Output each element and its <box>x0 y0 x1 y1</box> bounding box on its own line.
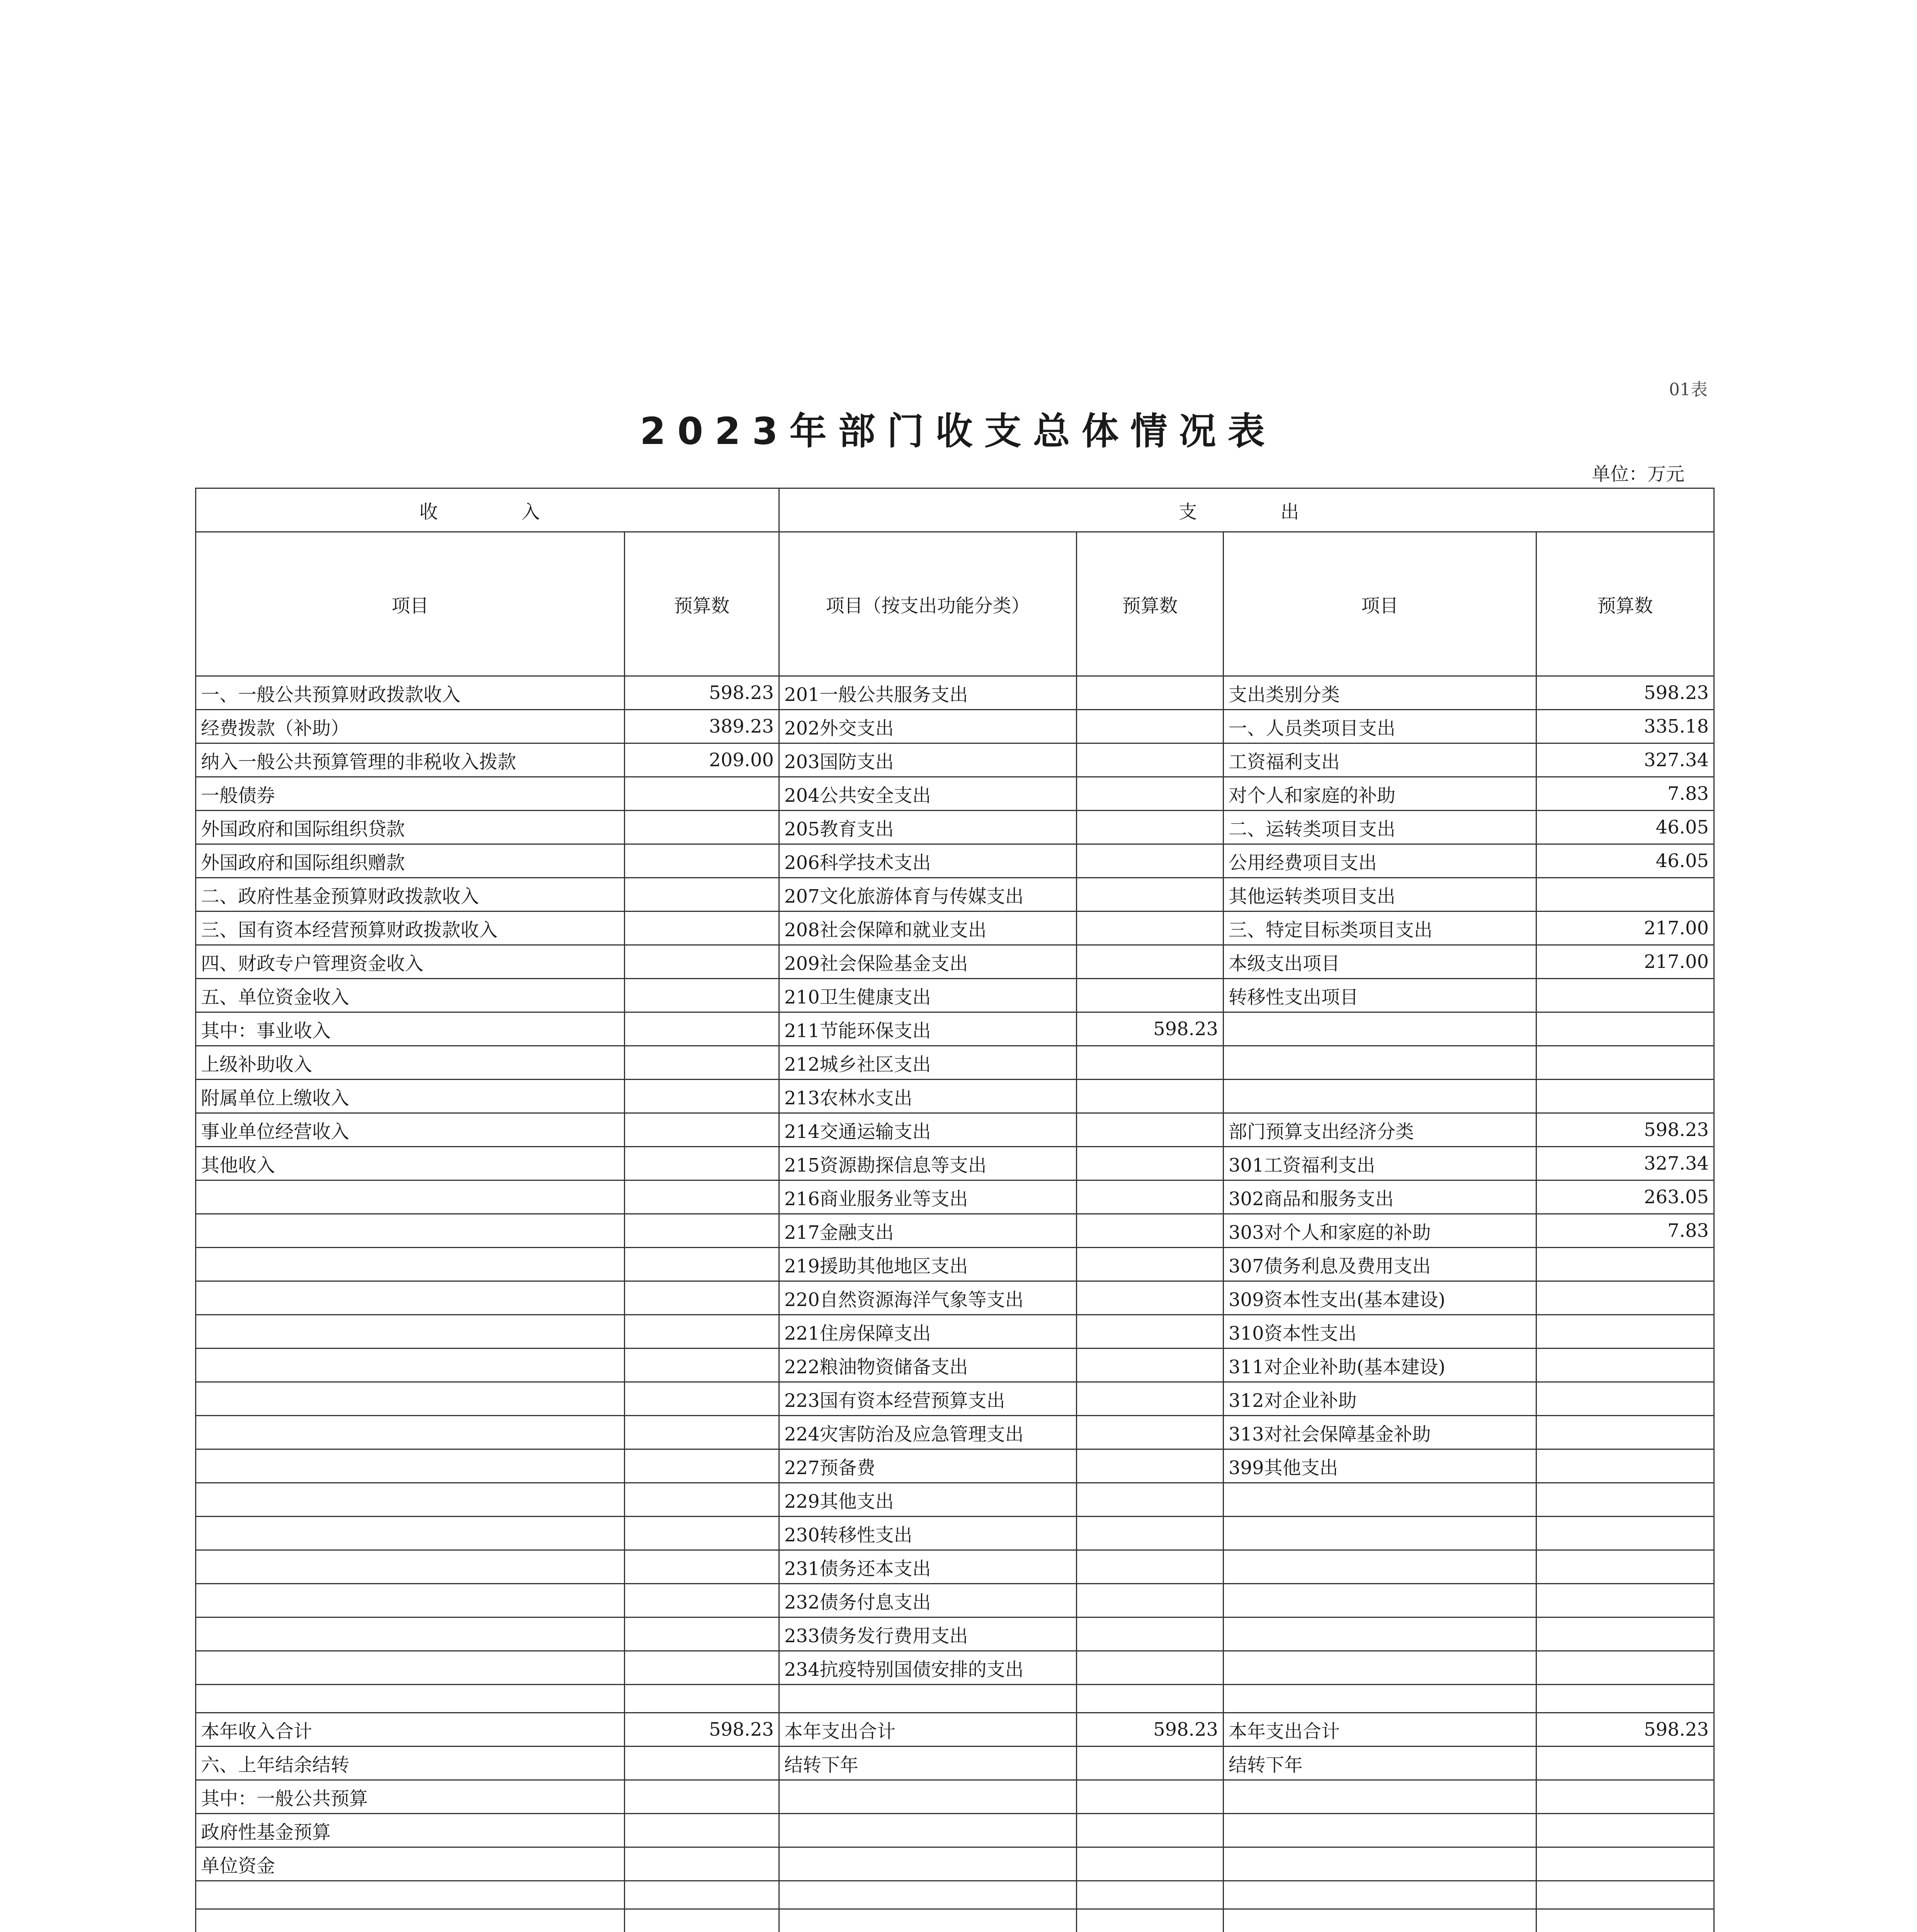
budget-cell <box>1536 1685 1714 1713</box>
item-cell <box>1224 1685 1536 1713</box>
budget-cell <box>625 1550 779 1584</box>
item-cell: 一般债券 <box>196 777 625 811</box>
item-cell: 310资本性支出 <box>1224 1315 1536 1349</box>
item-cell <box>1224 1517 1536 1550</box>
budget-cell <box>1536 1012 1714 1046</box>
item-cell <box>196 1550 625 1584</box>
item-cell <box>1224 1046 1536 1080</box>
budget-cell <box>1077 1416 1224 1449</box>
budget-cell <box>625 1814 779 1847</box>
budget-cell <box>625 1180 779 1214</box>
budget-cell <box>625 1416 779 1449</box>
budget-cell <box>625 1747 779 1780</box>
column-header-item: 项目 <box>196 532 625 676</box>
item-cell: 231债务还本支出 <box>779 1550 1077 1584</box>
budget-cell: 7.83 <box>1536 1214 1714 1248</box>
carry-row <box>196 1814 1714 1847</box>
item-cell <box>779 1685 1077 1713</box>
budget-cell <box>1077 1881 1224 1909</box>
item-cell <box>196 1382 625 1416</box>
item-cell <box>196 1180 625 1214</box>
page-title: 2023年部门收支总体情况表 <box>640 410 1276 453</box>
carry-row <box>196 1847 1714 1881</box>
item-cell <box>196 1416 625 1449</box>
budget-cell <box>1536 1349 1714 1382</box>
item-cell <box>196 1449 625 1483</box>
budget-cell: 598.23 <box>625 1713 779 1747</box>
table-row <box>196 844 1714 878</box>
budget-cell <box>1536 1483 1714 1517</box>
budget-cell <box>1077 710 1224 743</box>
budget-cell <box>1536 1584 1714 1617</box>
budget-cell <box>1077 1180 1224 1214</box>
budget-cell <box>625 1046 779 1080</box>
item-cell: 二、运转类项目支出 <box>1224 811 1536 844</box>
budget-cell: 598.23 <box>1536 1713 1714 1747</box>
budget-cell <box>1536 1651 1714 1685</box>
table-row <box>196 1416 1714 1449</box>
budget-cell <box>1077 1248 1224 1281</box>
item-cell: 其他收入 <box>196 1147 625 1180</box>
item-cell <box>779 1909 1077 1932</box>
item-cell <box>196 1517 625 1550</box>
budget-cell <box>1077 1909 1224 1932</box>
budget-cell <box>1536 1281 1714 1315</box>
table-row <box>196 1080 1714 1113</box>
item-cell <box>1224 1550 1536 1584</box>
item-cell: 上级补助收入 <box>196 1046 625 1080</box>
item-cell: 206科学技术支出 <box>779 844 1077 878</box>
item-cell: 213农林水支出 <box>779 1080 1077 1113</box>
budget-cell: 7.83 <box>1536 777 1714 811</box>
income-section-header: 收 入 <box>196 488 779 532</box>
budget-cell <box>1077 1780 1224 1814</box>
budget-cell <box>1077 1617 1224 1651</box>
item-cell: 外国政府和国际组织贷款 <box>196 811 625 844</box>
budget-cell <box>625 1483 779 1517</box>
table-row <box>196 1382 1714 1416</box>
budget-cell <box>1077 1483 1224 1517</box>
item-cell: 对个人和家庭的补助 <box>1224 777 1536 811</box>
budget-cell: 598.23 <box>625 676 779 710</box>
budget-cell: 389.23 <box>625 710 779 743</box>
budget-cell <box>1077 1814 1224 1847</box>
column-header-budget: 预算数 <box>1536 532 1714 676</box>
item-cell: 302商品和服务支出 <box>1224 1180 1536 1214</box>
item-cell: 外国政府和国际组织赠款 <box>196 844 625 878</box>
item-cell <box>1224 1909 1536 1932</box>
item-cell: 233债务发行费用支出 <box>779 1617 1077 1651</box>
item-cell: 其他运转类项目支出 <box>1224 878 1536 912</box>
item-cell: 六、上年结余结转 <box>196 1747 625 1780</box>
item-cell <box>1224 1080 1536 1113</box>
item-cell <box>196 1909 625 1932</box>
budget-cell <box>1536 878 1714 912</box>
budget-cell <box>625 1080 779 1113</box>
carry-row <box>196 1780 1714 1814</box>
item-cell: 211节能环保支出 <box>779 1012 1077 1046</box>
item-cell: 234抗疫特别国债安排的支出 <box>779 1651 1077 1685</box>
table-row <box>196 1180 1714 1214</box>
column-header-item: 项目 <box>1224 532 1536 676</box>
budget-cell <box>625 1517 779 1550</box>
table-row <box>196 878 1714 912</box>
budget-cell <box>625 912 779 945</box>
budget-cell <box>1077 1651 1224 1685</box>
budget-cell <box>1077 1550 1224 1584</box>
item-cell: 事业单位经营收入 <box>196 1113 625 1147</box>
budget-cell: 263.05 <box>1536 1180 1714 1214</box>
item-cell: 222粮油物资储备支出 <box>779 1349 1077 1382</box>
budget-cell <box>1077 1046 1224 1080</box>
budget-cell <box>1536 1814 1714 1847</box>
item-cell: 221住房保障支出 <box>779 1315 1077 1349</box>
item-cell: 214交通运输支出 <box>779 1113 1077 1147</box>
budget-cell: 327.34 <box>1536 743 1714 777</box>
item-cell: 210卫生健康支出 <box>779 979 1077 1012</box>
budget-cell <box>625 1685 779 1713</box>
item-cell: 220自然资源海洋气象等支出 <box>779 1281 1077 1315</box>
budget-cell <box>1077 912 1224 945</box>
budget-cell <box>625 1382 779 1416</box>
item-cell: 208社会保障和就业支出 <box>779 912 1077 945</box>
budget-cell <box>1536 1248 1714 1281</box>
column-header-budget: 预算数 <box>1077 532 1224 676</box>
budget-cell <box>625 1248 779 1281</box>
item-cell <box>1224 1814 1536 1847</box>
item-cell <box>196 1651 625 1685</box>
item-cell <box>1224 1483 1536 1517</box>
budget-cell <box>1536 1449 1714 1483</box>
budget-cell <box>625 1349 779 1382</box>
item-cell <box>1224 1780 1536 1814</box>
budget-cell: 598.23 <box>1536 676 1714 710</box>
item-cell: 本年收入合计 <box>196 1713 625 1747</box>
budget-cell <box>625 1012 779 1046</box>
budget-cell: 598.23 <box>1536 1113 1714 1147</box>
spacer-row <box>196 1881 1714 1909</box>
table-row <box>196 1517 1714 1550</box>
budget-cell: 598.23 <box>1077 1713 1224 1747</box>
budget-cell <box>1077 777 1224 811</box>
item-cell: 311对企业补助(基本建设) <box>1224 1349 1536 1382</box>
item-cell: 204公共安全支出 <box>779 777 1077 811</box>
table-row <box>196 811 1714 844</box>
budget-cell <box>1536 1747 1714 1780</box>
budget-cell <box>625 1909 779 1932</box>
item-cell: 工资福利支出 <box>1224 743 1536 777</box>
item-cell <box>779 1847 1077 1881</box>
item-cell: 205教育支出 <box>779 811 1077 844</box>
item-cell <box>1224 1012 1536 1046</box>
table-row <box>196 743 1714 777</box>
item-cell: 223国有资本经营预算支出 <box>779 1382 1077 1416</box>
budget-cell <box>1077 1685 1224 1713</box>
budget-cell: 46.05 <box>1536 811 1714 844</box>
item-cell: 经费拨款（补助） <box>196 710 625 743</box>
budget-cell <box>1077 676 1224 710</box>
item-cell: 政府性基金预算 <box>196 1814 625 1847</box>
item-cell: 301工资福利支出 <box>1224 1147 1536 1180</box>
budget-cell <box>1536 1780 1714 1814</box>
item-cell <box>196 1349 625 1382</box>
budget-cell <box>1077 844 1224 878</box>
item-cell: 本级支出项目 <box>1224 945 1536 979</box>
item-cell: 303对个人和家庭的补助 <box>1224 1214 1536 1248</box>
budget-cell <box>1077 945 1224 979</box>
item-cell: 其中：事业收入 <box>196 1012 625 1046</box>
budget-cell <box>625 1651 779 1685</box>
item-cell: 212城乡社区支出 <box>779 1046 1077 1080</box>
item-cell: 附属单位上缴收入 <box>196 1080 625 1113</box>
item-cell <box>1224 1617 1536 1651</box>
table-row <box>196 1281 1714 1315</box>
item-cell: 215资源勘探信息等支出 <box>779 1147 1077 1180</box>
item-cell: 216商业服务业等支出 <box>779 1180 1077 1214</box>
item-cell <box>1224 1584 1536 1617</box>
table-row <box>196 979 1714 1012</box>
budget-cell <box>625 1147 779 1180</box>
carry-row <box>196 1747 1714 1780</box>
item-cell: 229其他支出 <box>779 1483 1077 1517</box>
budget-cell <box>625 1584 779 1617</box>
budget-cell <box>1077 1847 1224 1881</box>
item-cell: 本年支出合计 <box>779 1713 1077 1747</box>
budget-cell <box>625 945 779 979</box>
item-cell <box>196 1483 625 1517</box>
budget-cell <box>625 811 779 844</box>
item-cell: 支出类别分类 <box>1224 676 1536 710</box>
item-cell: 四、财政专户管理资金收入 <box>196 945 625 979</box>
budget-cell <box>625 878 779 912</box>
budget-cell <box>1536 1517 1714 1550</box>
item-cell: 309资本性支出(基本建设) <box>1224 1281 1536 1315</box>
budget-table <box>195 488 1715 1932</box>
item-cell: 312对企业补助 <box>1224 1382 1536 1416</box>
table-row <box>196 710 1714 743</box>
budget-cell: 217.00 <box>1536 912 1714 945</box>
table-row <box>196 1483 1714 1517</box>
item-cell: 224灾害防治及应急管理支出 <box>779 1416 1077 1449</box>
table-row <box>196 1550 1714 1584</box>
item-cell: 公用经费项目支出 <box>1224 844 1536 878</box>
budget-cell <box>1077 1113 1224 1147</box>
budget-cell <box>625 1315 779 1349</box>
item-cell: 五、单位资金收入 <box>196 979 625 1012</box>
budget-cell: 327.34 <box>1536 1147 1714 1180</box>
item-cell: 二、政府性基金预算财政拨款收入 <box>196 878 625 912</box>
budget-cell <box>625 777 779 811</box>
item-cell: 纳入一般公共预算管理的非税收入拨款 <box>196 743 625 777</box>
item-cell: 313对社会保障基金补助 <box>1224 1416 1536 1449</box>
budget-cell: 209.00 <box>625 743 779 777</box>
budget-cell <box>1077 811 1224 844</box>
spacer-row <box>196 1685 1714 1713</box>
table-row <box>196 912 1714 945</box>
table-row <box>196 676 1714 710</box>
table-row <box>196 1012 1714 1046</box>
budget-cell: 46.05 <box>1536 844 1714 878</box>
expense-section-header: 支 出 <box>779 488 1714 532</box>
item-cell: 一、人员类项目支出 <box>1224 710 1536 743</box>
item-cell: 部门预算支出经济分类 <box>1224 1113 1536 1147</box>
budget-cell <box>625 1780 779 1814</box>
column-header-budget: 预算数 <box>625 532 779 676</box>
table-row <box>196 1584 1714 1617</box>
budget-cell <box>1077 1147 1224 1180</box>
budget-cell <box>1536 1315 1714 1349</box>
budget-cell <box>1536 1617 1714 1651</box>
budget-cell <box>1536 1046 1714 1080</box>
item-cell <box>779 1881 1077 1909</box>
table-row <box>196 1147 1714 1180</box>
item-cell: 201一般公共服务支出 <box>779 676 1077 710</box>
budget-cell <box>625 1281 779 1315</box>
table-number: 01表 <box>1669 380 1708 400</box>
budget-cell <box>625 1847 779 1881</box>
item-cell: 219援助其他地区支出 <box>779 1248 1077 1281</box>
budget-cell <box>1077 1315 1224 1349</box>
budget-cell <box>1536 1847 1714 1881</box>
item-cell: 本年支出合计 <box>1224 1713 1536 1747</box>
item-cell: 单位资金 <box>196 1847 625 1881</box>
budget-cell <box>1536 979 1714 1012</box>
item-cell <box>1224 1651 1536 1685</box>
item-cell <box>1224 1881 1536 1909</box>
budget-cell <box>625 1449 779 1483</box>
budget-cell <box>1077 1584 1224 1617</box>
table-row <box>196 1449 1714 1483</box>
budget-cell <box>1536 1550 1714 1584</box>
item-cell <box>779 1814 1077 1847</box>
budget-cell <box>1077 1382 1224 1416</box>
unit-label: 单位：万元 <box>1592 463 1685 485</box>
item-cell <box>196 1248 625 1281</box>
budget-cell <box>1536 1080 1714 1113</box>
budget-cell <box>1536 1382 1714 1416</box>
item-cell: 227预备费 <box>779 1449 1077 1483</box>
item-cell <box>1224 1847 1536 1881</box>
item-cell <box>196 1685 625 1713</box>
item-cell: 一、一般公共预算财政拨款收入 <box>196 676 625 710</box>
budget-cell <box>625 1113 779 1147</box>
item-cell: 217金融支出 <box>779 1214 1077 1248</box>
item-cell <box>196 1214 625 1248</box>
table-row <box>196 1349 1714 1382</box>
item-cell: 209社会保险基金支出 <box>779 945 1077 979</box>
budget-cell <box>1077 1349 1224 1382</box>
item-cell: 230转移性支出 <box>779 1517 1077 1550</box>
budget-cell <box>1077 1281 1224 1315</box>
budget-cell <box>625 1214 779 1248</box>
item-cell: 三、特定目标类项目支出 <box>1224 912 1536 945</box>
table-row <box>196 1113 1714 1147</box>
budget-cell <box>1077 1517 1224 1550</box>
table-row <box>196 945 1714 979</box>
budget-cell <box>1536 1416 1714 1449</box>
item-cell: 203国防支出 <box>779 743 1077 777</box>
item-cell <box>779 1780 1077 1814</box>
item-cell: 三、国有资本经营预算财政拨款收入 <box>196 912 625 945</box>
budget-cell <box>625 1617 779 1651</box>
item-cell: 结转下年 <box>1224 1747 1536 1780</box>
item-cell <box>196 1881 625 1909</box>
item-cell: 232债务付息支出 <box>779 1584 1077 1617</box>
table-row <box>196 1651 1714 1685</box>
item-cell <box>196 1281 625 1315</box>
budget-cell <box>625 844 779 878</box>
table-row <box>196 1214 1714 1248</box>
budget-cell <box>1077 979 1224 1012</box>
budget-cell <box>1077 1449 1224 1483</box>
spacer-row <box>196 1909 1714 1932</box>
table-row <box>196 777 1714 811</box>
table-row <box>196 1315 1714 1349</box>
item-cell <box>196 1617 625 1651</box>
item-cell <box>196 1315 625 1349</box>
budget-cell <box>1077 1080 1224 1113</box>
column-header-function: 项目（按支出功能分类） <box>779 532 1077 676</box>
budget-cell <box>625 1881 779 1909</box>
item-cell: 结转下年 <box>779 1747 1077 1780</box>
budget-cell: 217.00 <box>1536 945 1714 979</box>
annual-total-row <box>196 1713 1714 1747</box>
item-cell: 399其他支出 <box>1224 1449 1536 1483</box>
item-cell: 转移性支出项目 <box>1224 979 1536 1012</box>
budget-cell <box>1077 878 1224 912</box>
budget-cell <box>625 979 779 1012</box>
item-cell: 202外交支出 <box>779 710 1077 743</box>
item-cell: 其中：一般公共预算 <box>196 1780 625 1814</box>
budget-cell <box>1077 1214 1224 1248</box>
table-row <box>196 1617 1714 1651</box>
table-row <box>196 1248 1714 1281</box>
item-cell: 307债务利息及费用支出 <box>1224 1248 1536 1281</box>
budget-cell <box>1077 1747 1224 1780</box>
item-cell: 207文化旅游体育与传媒支出 <box>779 878 1077 912</box>
budget-cell <box>1536 1909 1714 1932</box>
budget-cell: 335.18 <box>1536 710 1714 743</box>
budget-cell <box>1536 1881 1714 1909</box>
budget-cell <box>1077 743 1224 777</box>
table-row <box>196 1046 1714 1080</box>
item-cell <box>196 1584 625 1617</box>
budget-cell: 598.23 <box>1077 1012 1224 1046</box>
